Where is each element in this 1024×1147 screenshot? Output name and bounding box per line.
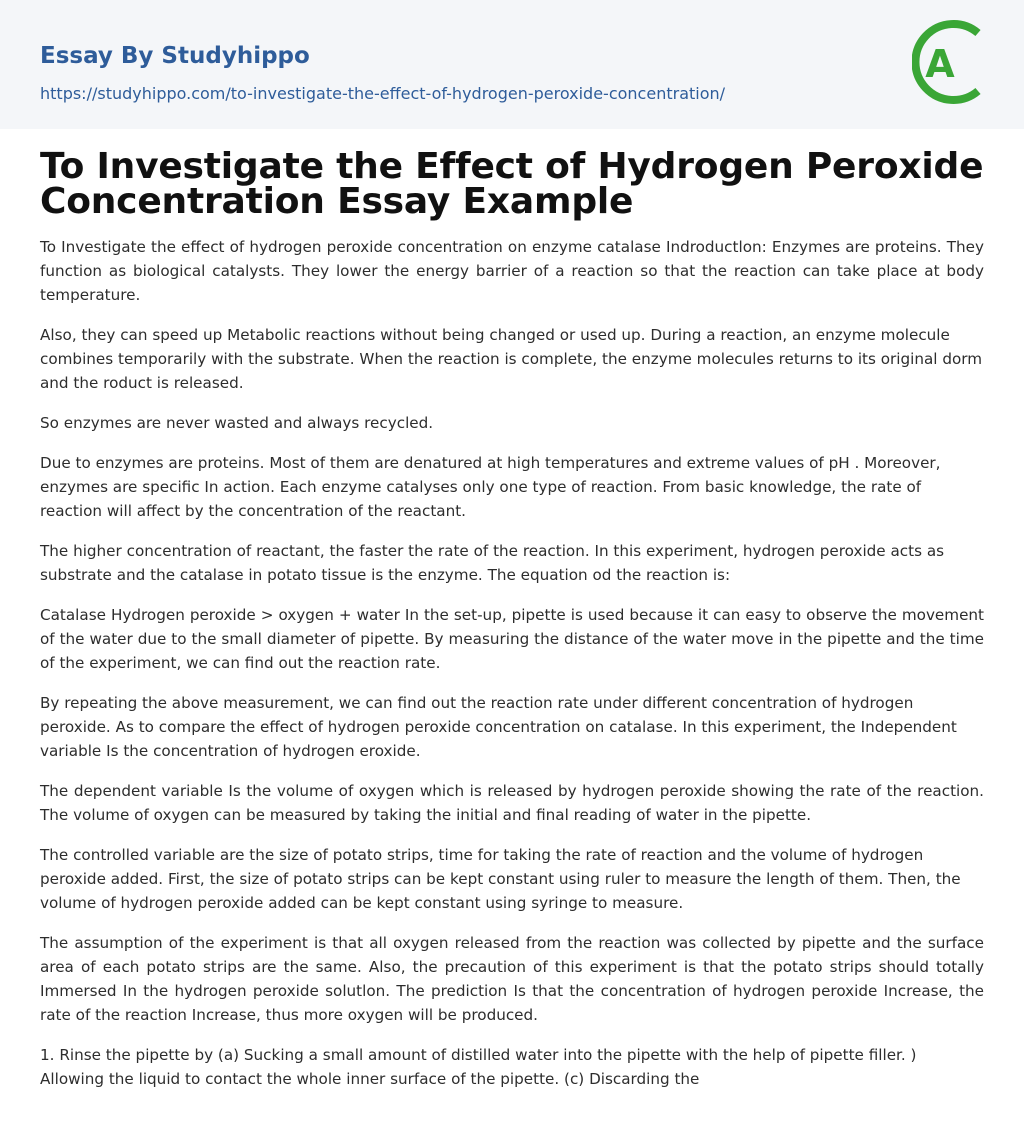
article: [40, 146, 984, 1107]
site-title[interactable]: Essay By Studyhippo: [40, 43, 310, 69]
studyhippo-logo-icon[interactable]: [912, 19, 986, 105]
paragraph: To Investigate the effect of hydrogen peroxide concentration on enzyme catalase Indroductlon: Enzymes are proteins. They function as biological catalysts. They lower the energy barrier of a reaction so that the reaction can take place at body temperature.: [40, 238, 984, 304]
paragraph: 1. Rinse the pipette by (a) Sucking a small amount of distilled water into the pipette with the help of pipette filler. ) Allowing the liquid to contact the whole inner surface of the pipette. (c) Discarding the: [40, 1046, 917, 1088]
paragraph: So enzymes are never wasted and always recycled.: [40, 414, 434, 432]
paragraph: By repeating the above measurement, we can find out the reaction rate under different concentration of hydrogen peroxide. As to compare the effect of hydrogen peroxide concentration on catalase. In this experiment, the Independent variable Is the concentration of hydrogen eroxide.: [40, 694, 957, 760]
paragraph: The controlled variable are the size of potato strips, time for taking the rate of reaction and the volume of hydrogen peroxide added. First, the size of potato strips can be kept constant using ruler to measure the length of them. Then, the volume of hydrogen peroxide added can be kept constant using syringe to measure.: [40, 846, 961, 912]
paragraph: Catalase Hydrogen peroxide > oxygen + water In the set-up, pipette is used because it can easy to observe the movement of the water due to the small diameter of pipette. By measuring the distance of the water move in the pipette and the time of the experiment, we can find out the reaction rate.: [40, 606, 984, 672]
page-title: To Investigate the Effect of Hydrogen Peroxide Concentration Essay Example: [40, 146, 984, 222]
site-header: [0, 0, 1024, 129]
paragraph: Due to enzymes are proteins. Most of them are denatured at high temperatures and extreme values of pH . Moreover, enzymes are specific In action. Each enzyme catalyses only one type of reaction. From basic knowledge, the rate of reaction will affect by the concentration of the reactant.: [40, 454, 941, 520]
page-url-link[interactable]: https://studyhippo.com/to-investigate-the-effect-of-hydrogen-peroxide-concentration/: [40, 84, 726, 103]
paragraph: Also, they can speed up Metabolic reactions without being changed or used up. During a reaction, an enzyme molecule combines temporarily with the substrate. When the reaction is complete, the enzyme molecules returns to its original dorm and the roduct is released.: [40, 326, 983, 392]
paragraph: The dependent variable Is the volume of oxygen which is released by hydrogen peroxide showing the rate of the reaction. The volume of oxygen can be measured by taking the initial and final reading of water in the pipette.: [40, 782, 984, 824]
paragraph: The higher concentration of reactant, the faster the rate of the reaction. In this experiment, hydrogen peroxide acts as substrate and the catalase in potato tissue is the enzyme. The equation od the reaction is:: [40, 542, 945, 584]
logo-letter: A: [925, 42, 955, 86]
paragraph: The assumption of the experiment is that all oxygen released from the reaction was collected by pipette and the surface area of each potato strips are the same. Also, the precaution of this experiment is that the potato strips should totally Immersed In the hydrogen peroxide solutlon. The prediction Is that the concentration of hydrogen peroxide Increase, the rate of the reaction Increase, thus more oxygen will be produced.: [40, 934, 984, 1024]
